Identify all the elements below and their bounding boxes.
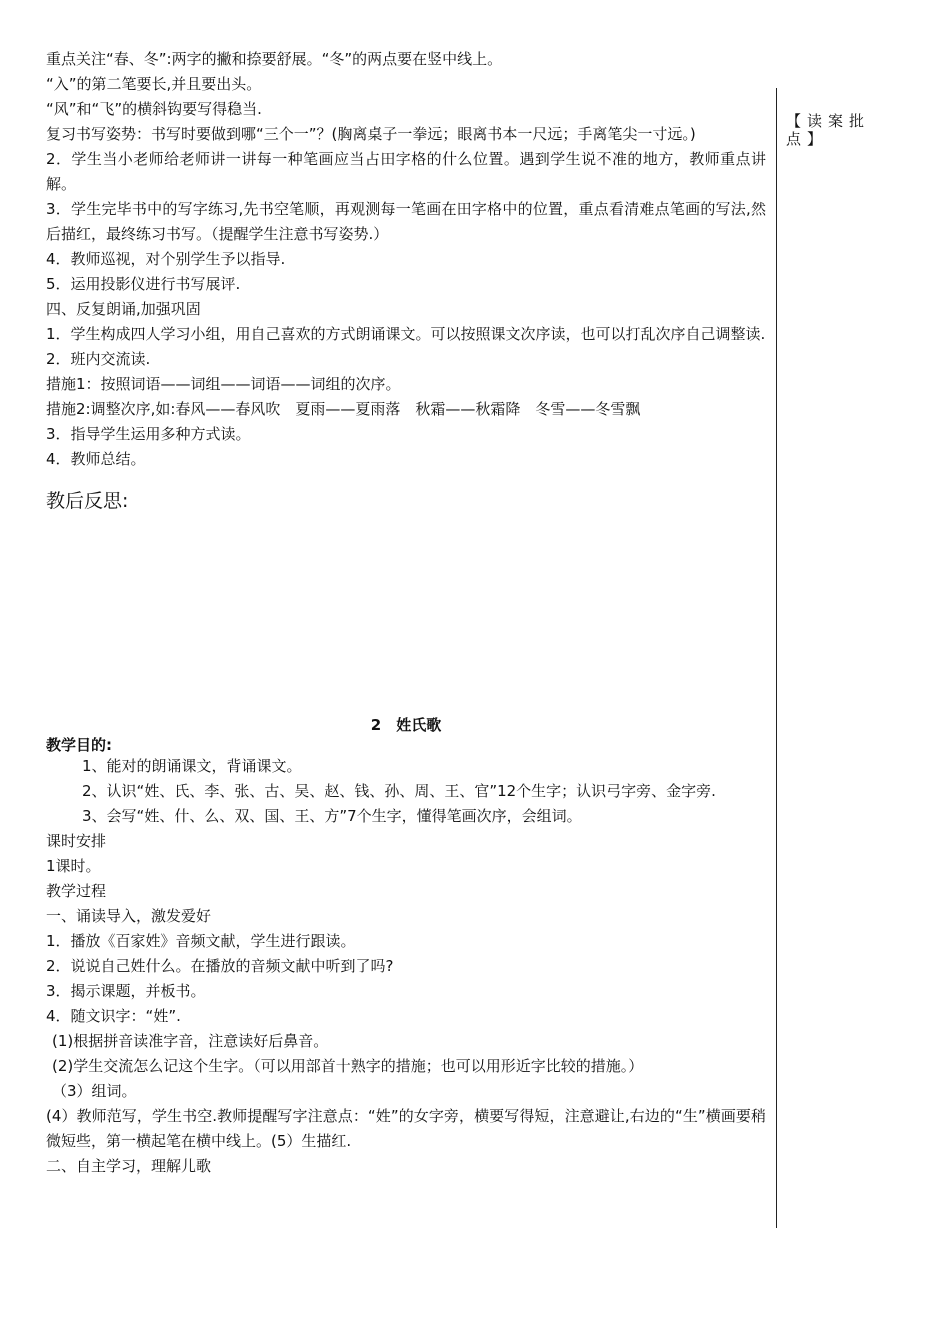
substep-item: (4）教师范写，学生书空.教师提醒写字注意点：“姓”的女字旁，横要写得短，注意避让,右边的“生”横画要稍微短些，第一横起笔在横中线上。(5）生描红.: [46, 1107, 766, 1150]
objective-item: 2、认识“姓、氏、李、张、古、吴、赵、钱、孙、周、王、官”12个生字；认识弓字旁、金字旁.: [82, 782, 716, 800]
spacer: [46, 472, 766, 484]
column-divider: [776, 88, 777, 1228]
main-column: [46, 47, 766, 1179]
process-label: 教学过程: [46, 882, 107, 900]
reflection-space: [46, 516, 766, 714]
text-line: 3．指导学生运用多种方式读。: [46, 425, 251, 443]
step-item: 4．随文识字：“姓”.: [46, 1007, 181, 1025]
text-line: “风”和“飞”的横斜钩要写得稳当.: [46, 100, 262, 118]
objective-item: 1、能对的朗诵课文，背诵课文。: [82, 757, 302, 775]
step-item: 3．揭示课题，并板书。: [46, 982, 206, 1000]
text-line: “入”的第二笔要长,并且要出头。: [46, 75, 262, 93]
lesson-title: 2 姓氏歌: [370, 716, 442, 734]
step-item: 2．说说自己姓什么。在播放的音频文献中听到了吗?: [46, 957, 394, 975]
objectives-label: 教学目的:: [46, 736, 112, 754]
schedule-value: 1课时。: [46, 857, 101, 875]
text-line: 措施2:调整次序,如:春风——春风吹 夏雨——夏雨落 秋霜——秋霜降 冬雪——冬雪飘: [46, 400, 641, 418]
text-line: 重点关注“春、冬”:两字的撇和捺要舒展。“冬”的两点要在竖中线上。: [46, 50, 503, 68]
section-heading: 二、自主学习，理解儿歌: [46, 1157, 212, 1175]
text-line: 复习书写姿势：书写时要做到哪“三个一”？(胸离桌子一拳远；眼离书本一尺远；手离笔尖一寸远。): [46, 125, 696, 143]
side-note: 【读案批点】: [786, 112, 871, 148]
text-line: 4．教师总结。: [46, 450, 146, 468]
substep-item: （3）组词。: [52, 1082, 137, 1100]
text-line: 5．运用投影仪进行书写展评.: [46, 275, 241, 293]
section-heading: 一、诵读导入，激发爱好: [46, 907, 212, 925]
text-line: 措施1：按照词语——词组——词语——词组的次序。: [46, 375, 401, 393]
substep-item: (1)根据拼音读准字音，注意读好后鼻音。: [52, 1032, 329, 1050]
section-heading: 四、反复朗诵,加强巩固: [46, 300, 201, 318]
reflection-label: 教后反思:: [46, 490, 129, 512]
text-line: 1．学生构成四人学习小组，用自己喜欢的方式朗诵课文。可以按照课文次序读，也可以打乱次序自己调整读.: [46, 325, 766, 343]
step-item: 1．播放《百家姓》音频文献，学生进行跟读。: [46, 932, 356, 950]
schedule-label: 课时安排: [46, 832, 107, 850]
text-line: 2．班内交流读.: [46, 350, 151, 368]
text-line: 2．学生当小老师给老师讲一讲每一种笔画应当占田字格的什么位置。遇到学生说不准的地方，教师重点讲解。: [46, 150, 766, 193]
objective-item: 3、会写“姓、什、么、双、国、王、方”7个生字，懂得笔画次序，会组词。: [82, 807, 582, 825]
text-line: 3．学生完毕书中的写字练习,先书空笔顺，再观测每一笔画在田字格中的位置，重点看清难点笔画的写法,然后描红，最终练习书写。（提醒学生注意书写姿势.）: [46, 200, 766, 243]
substep-item: (2)学生交流怎么记这个生字。（可以用部首十熟字的措施；也可以用形近字比较的措施。）: [52, 1057, 644, 1075]
text-line: 4．教师巡视，对个别学生予以指导.: [46, 250, 286, 268]
